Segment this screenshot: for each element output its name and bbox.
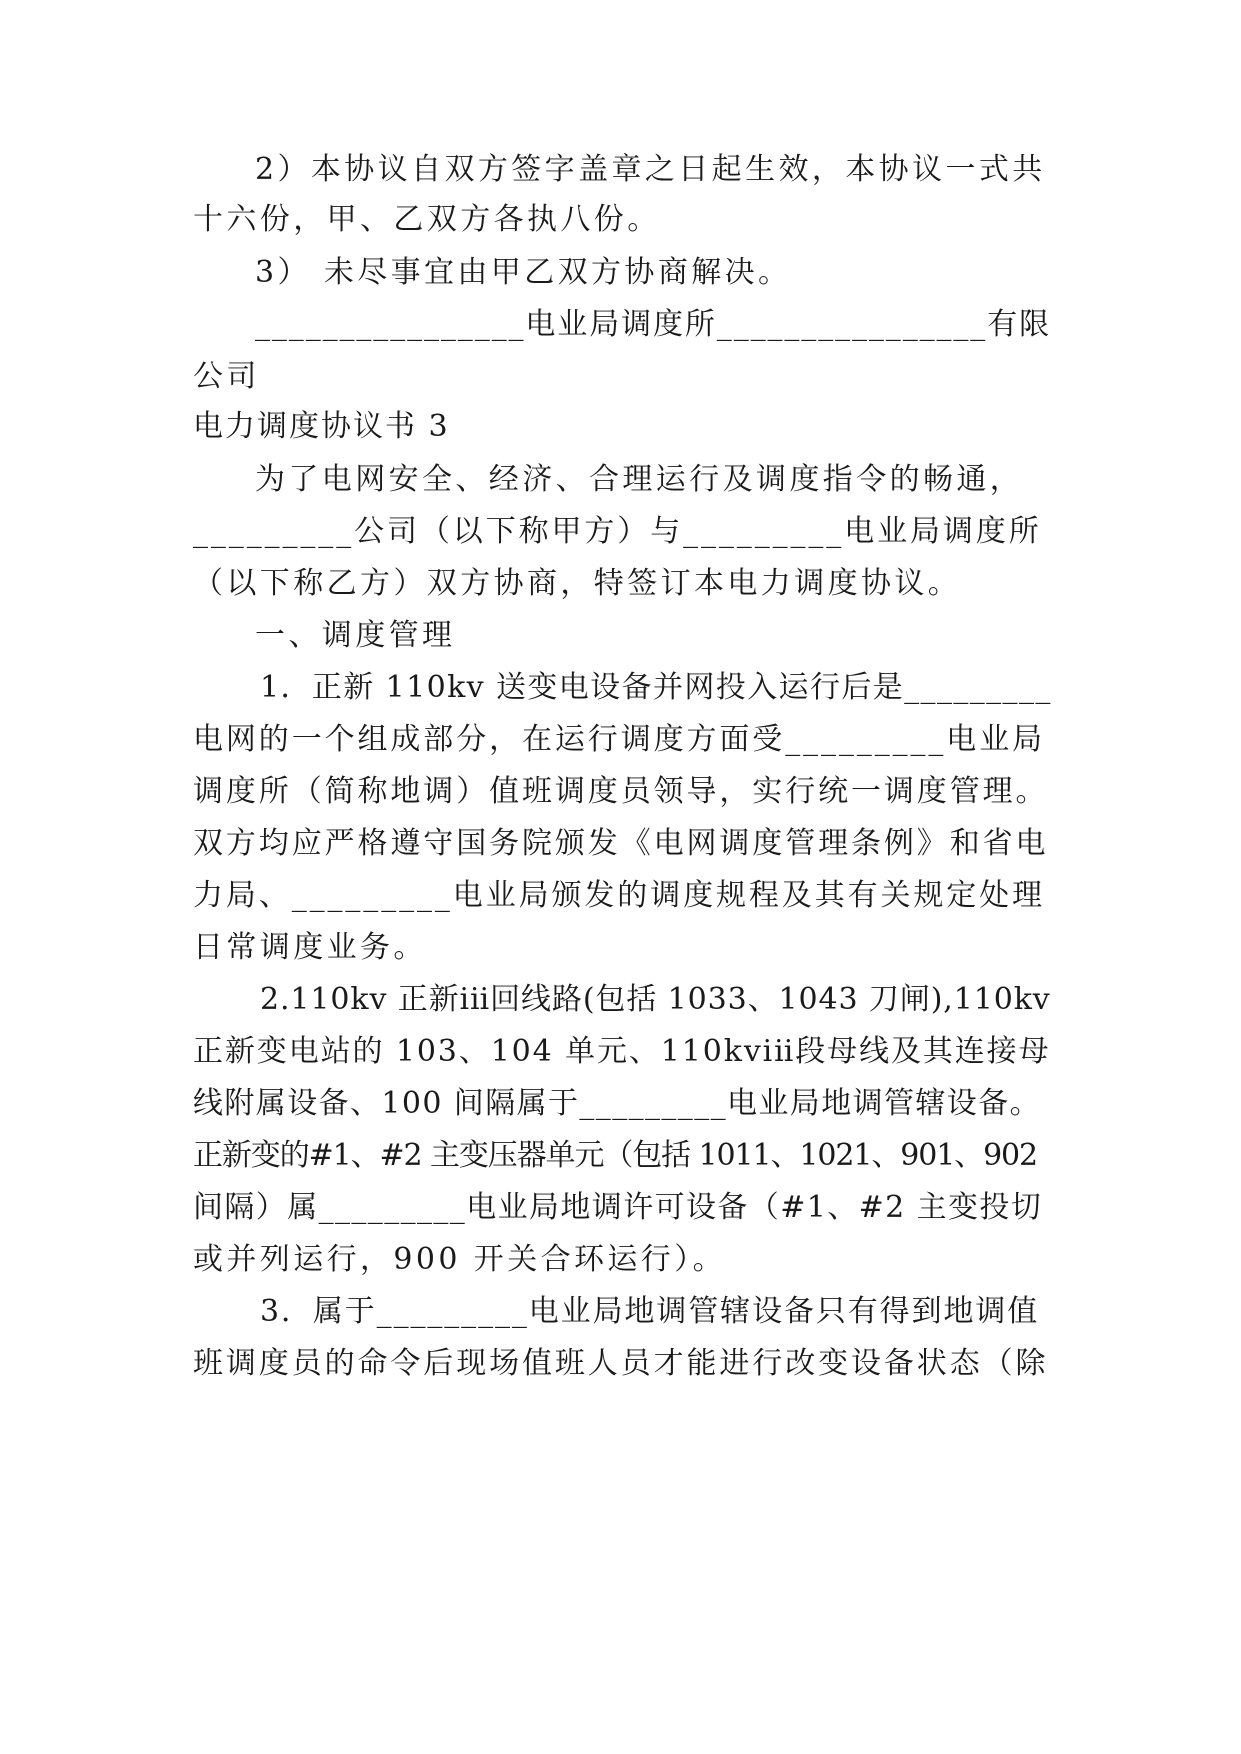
text-line: 1．正新 110kv 送变电设备并网投入运行后是_________ — [260, 670, 1052, 705]
text-line: （以下称乙方）双方协商，特签订本电力调度协议。 — [193, 566, 962, 601]
text-line: 2）本协议自双方签字盖章之日起生效，本协议一式共 — [255, 152, 1046, 187]
text-line: 正新变的#1、#2 主变压器单元（包括 1011、1021、901、902 — [193, 1138, 1038, 1173]
section-heading: 一、调度管理 — [255, 618, 456, 653]
text-line: 线附属设备、100 间隔属于_________电业局地调管辖设备。 — [193, 1086, 1041, 1121]
text-line: 十六份，甲、乙双方各执八份。 — [193, 202, 661, 237]
text-line: _________公司（以下称甲方）与_________电业局调度所 — [193, 514, 1042, 549]
text-line: 3） 未尽事宜由甲乙双方协商解决。 — [255, 255, 792, 290]
text-line: 2.110kv 正新ⅰⅱ回线路(包括 1033、1043 刀闸),110kv — [260, 982, 1051, 1017]
text-line: 公司 — [193, 359, 260, 394]
text-line: 间隔）属_________电业局地调许可设备（#1、#2 主变投切 — [193, 1190, 1043, 1225]
text-line: 日常调度业务。 — [193, 930, 427, 965]
text-line: 力局、_________电业局颁发的调度规程及其有关规定处理 — [193, 878, 1045, 913]
text-line: 为了电网安全、经济、合理运行及调度指令的畅通， — [255, 462, 1024, 497]
text-line: 班调度员的命令后现场值班人员才能进行改变设备状态（除 — [193, 1346, 1049, 1381]
text-line: 双方均应严格遵守国务院颁发《电网调度管理条例》和省电 — [193, 826, 1049, 861]
text-line: 正新变电站的 103、104 单元、110kvⅰⅱ段母线及其连接母 — [193, 1034, 1051, 1069]
text-line: 电网的一个组成部分，在运行调度方面受_________电业局 — [193, 722, 1045, 757]
text-line: 3．属于_________电业局地调管辖设备只有得到地调值 — [260, 1294, 1040, 1329]
text-line: 调度所（简称地调）值班调度员领导，实行统一调度管理。 — [193, 774, 1049, 809]
text-line: 或并列运行，900 开关合环运行）。 — [193, 1242, 726, 1277]
section-title: 电力调度协议书 3 — [193, 409, 450, 444]
signature-line: ________________电业局调度所________________有限 — [255, 307, 1051, 342]
